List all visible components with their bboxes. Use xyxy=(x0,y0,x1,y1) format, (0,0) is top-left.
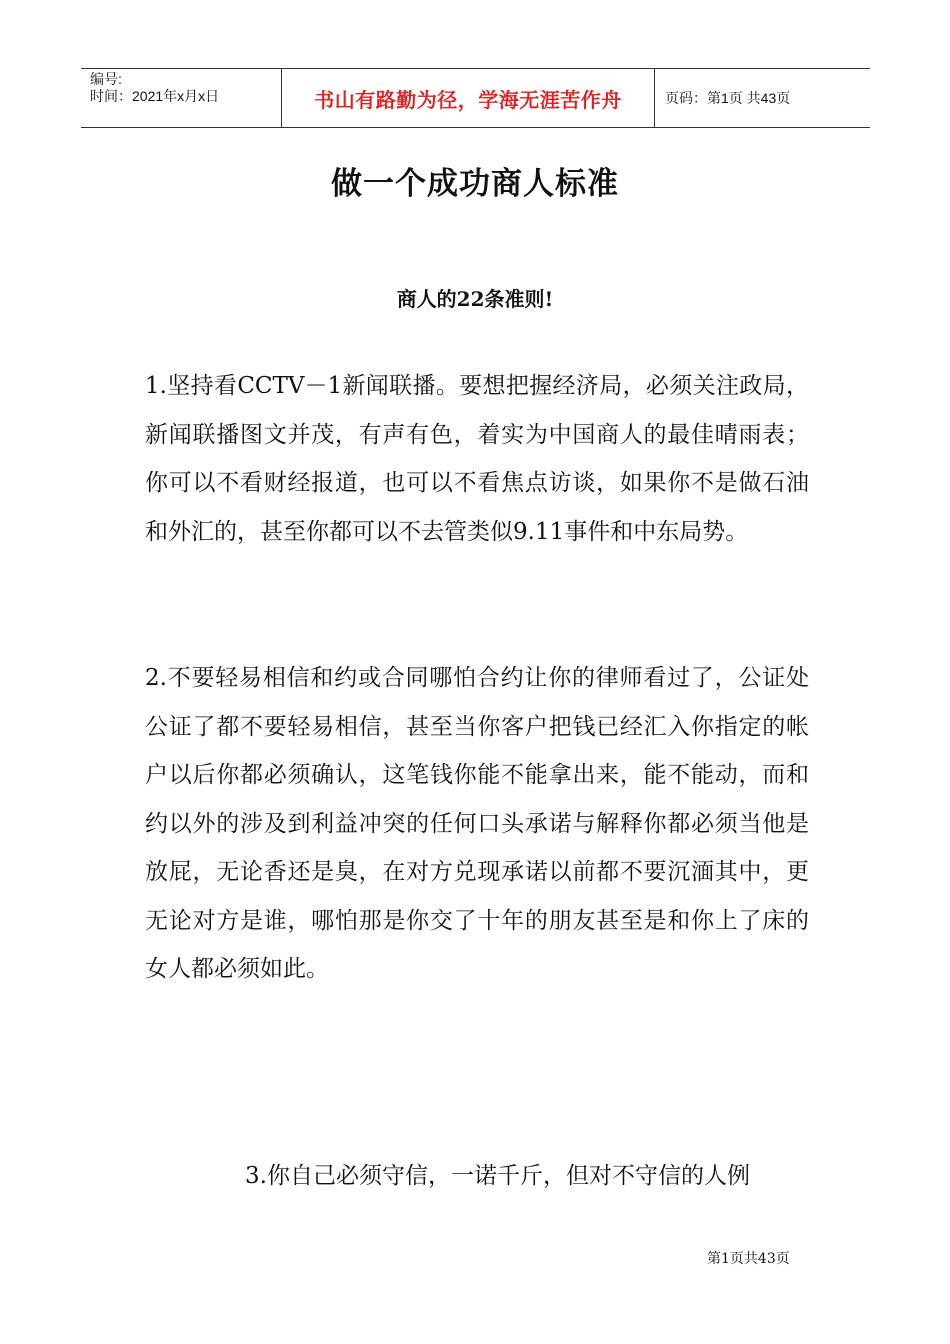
paragraph-3: 3.你自己必须守信，一诺千斤，但对不守信的人例 xyxy=(245,1163,750,1189)
header-motto xyxy=(282,69,655,127)
number-label: 编号: xyxy=(90,71,122,87)
paragraph-2: 2.不要轻易相信和约或合同哪怕合约让你的律师看过了，公证处公证了都不要轻易相信，甚至当你客户把钱已经汇入你指定的帐户以后你都必须确认，这笔钱你能不能拿出来，能不能动，而和约以外的涉及到利益冲突的任何口头承诺与解释你都必须当他是放屁，无论香还是臭，在对方兑现承诺以前都不要沉湎其中，更无论对方是谁，哪怕那是你交了十年的朋友甚至是和你上了床的女人都必须如此。 xyxy=(145,665,809,982)
document-subtitle: 商人的22条准则! xyxy=(396,287,554,311)
page-info-text: 页码：第1页 共43页 xyxy=(665,90,791,106)
header-table xyxy=(81,68,870,128)
header-meta xyxy=(81,69,282,127)
page-footer: 第1页共43页 xyxy=(707,1251,790,1267)
paragraph-1: 1.坚持看CCTV－1新闻联播。要想把握经济局，必须关注政局，新闻联播图文并茂，有声有色，着实为中国商人的最佳晴雨表；你可以不看财经报道，也可以不看焦点访谈，如果你不是做石油和外汇的，甚至你都可以不去管类似9.11事件和中东局势。 xyxy=(145,373,809,545)
time-label: 时间：2021年x月x日 xyxy=(90,88,220,104)
motto-text: 书山有路勤为径，学海无涯苦作舟 xyxy=(314,87,622,112)
document-title: 做一个成功商人标准 xyxy=(331,166,619,202)
header-page-info xyxy=(655,69,870,127)
